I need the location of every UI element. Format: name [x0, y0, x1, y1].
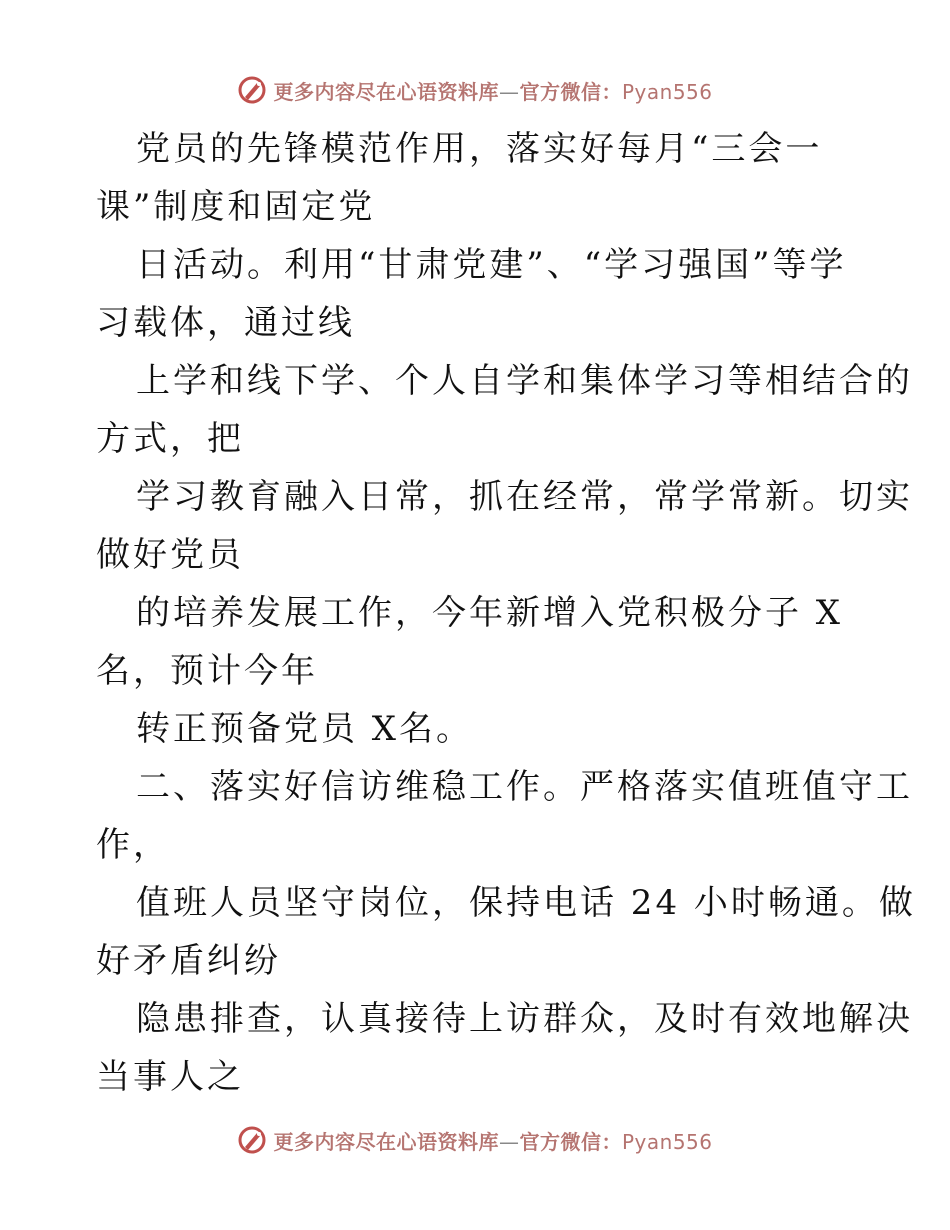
banner-wechat-id: Pyan556 [621, 1129, 713, 1154]
banner-wechat-id: Pyan556 [621, 79, 713, 104]
banner-site-text: 更多内容尽在心语资料库 [273, 1129, 499, 1154]
header-banner [0, 70, 950, 110]
text-line: 党员的先锋模范作用，落实好每月“三会一 [136, 129, 823, 169]
text-line: 方式，把 [96, 419, 244, 459]
banner-site-text: 更多内容尽在心语资料库 [273, 79, 499, 104]
banner-text [273, 76, 712, 105]
banner-separator: — [498, 79, 520, 104]
text-line: 日活动。利用“甘肃党建”、“学习强国”等学 [136, 245, 847, 285]
text-line: 名，预计今年 [96, 651, 318, 691]
banner-wechat-label: 官方微信： [519, 79, 622, 104]
text-line: 习载体，通过线 [96, 303, 355, 343]
pen-circle-logo-icon [237, 1125, 267, 1155]
banner-separator: — [498, 1129, 520, 1154]
text-line: 的培养发展工作，今年新增入党积极分子 X [136, 593, 844, 633]
text-line: 转正预备党员 X名。 [136, 709, 474, 749]
text-line: 作， [96, 825, 170, 865]
document-body [96, 120, 916, 1106]
pen-circle-logo-icon [237, 75, 267, 105]
text-line: 当事人之 [96, 1057, 244, 1097]
text-line: 做好党员 [96, 535, 244, 575]
text-line: 值班人员坚守岗位，保持电话 24 小时畅通。做 [136, 883, 916, 923]
banner-text [273, 1126, 712, 1155]
text-line: 上学和线下学、个人自学和集体学习等相结合的 [136, 361, 913, 401]
banner-wechat-label: 官方微信： [519, 1129, 622, 1154]
text-line: 二、落实好信访维稳工作。严格落实值班值守工 [136, 767, 913, 807]
text-line: 隐患排查，认真接待上访群众，及时有效地解决 [136, 999, 913, 1039]
text-line: 好矛盾纠纷 [96, 941, 281, 981]
text-line: 课”制度和固定党 [96, 187, 376, 227]
text-line: 学习教育融入日常，抓在经常，常学常新。切实 [136, 477, 913, 517]
footer-banner [0, 1120, 950, 1160]
